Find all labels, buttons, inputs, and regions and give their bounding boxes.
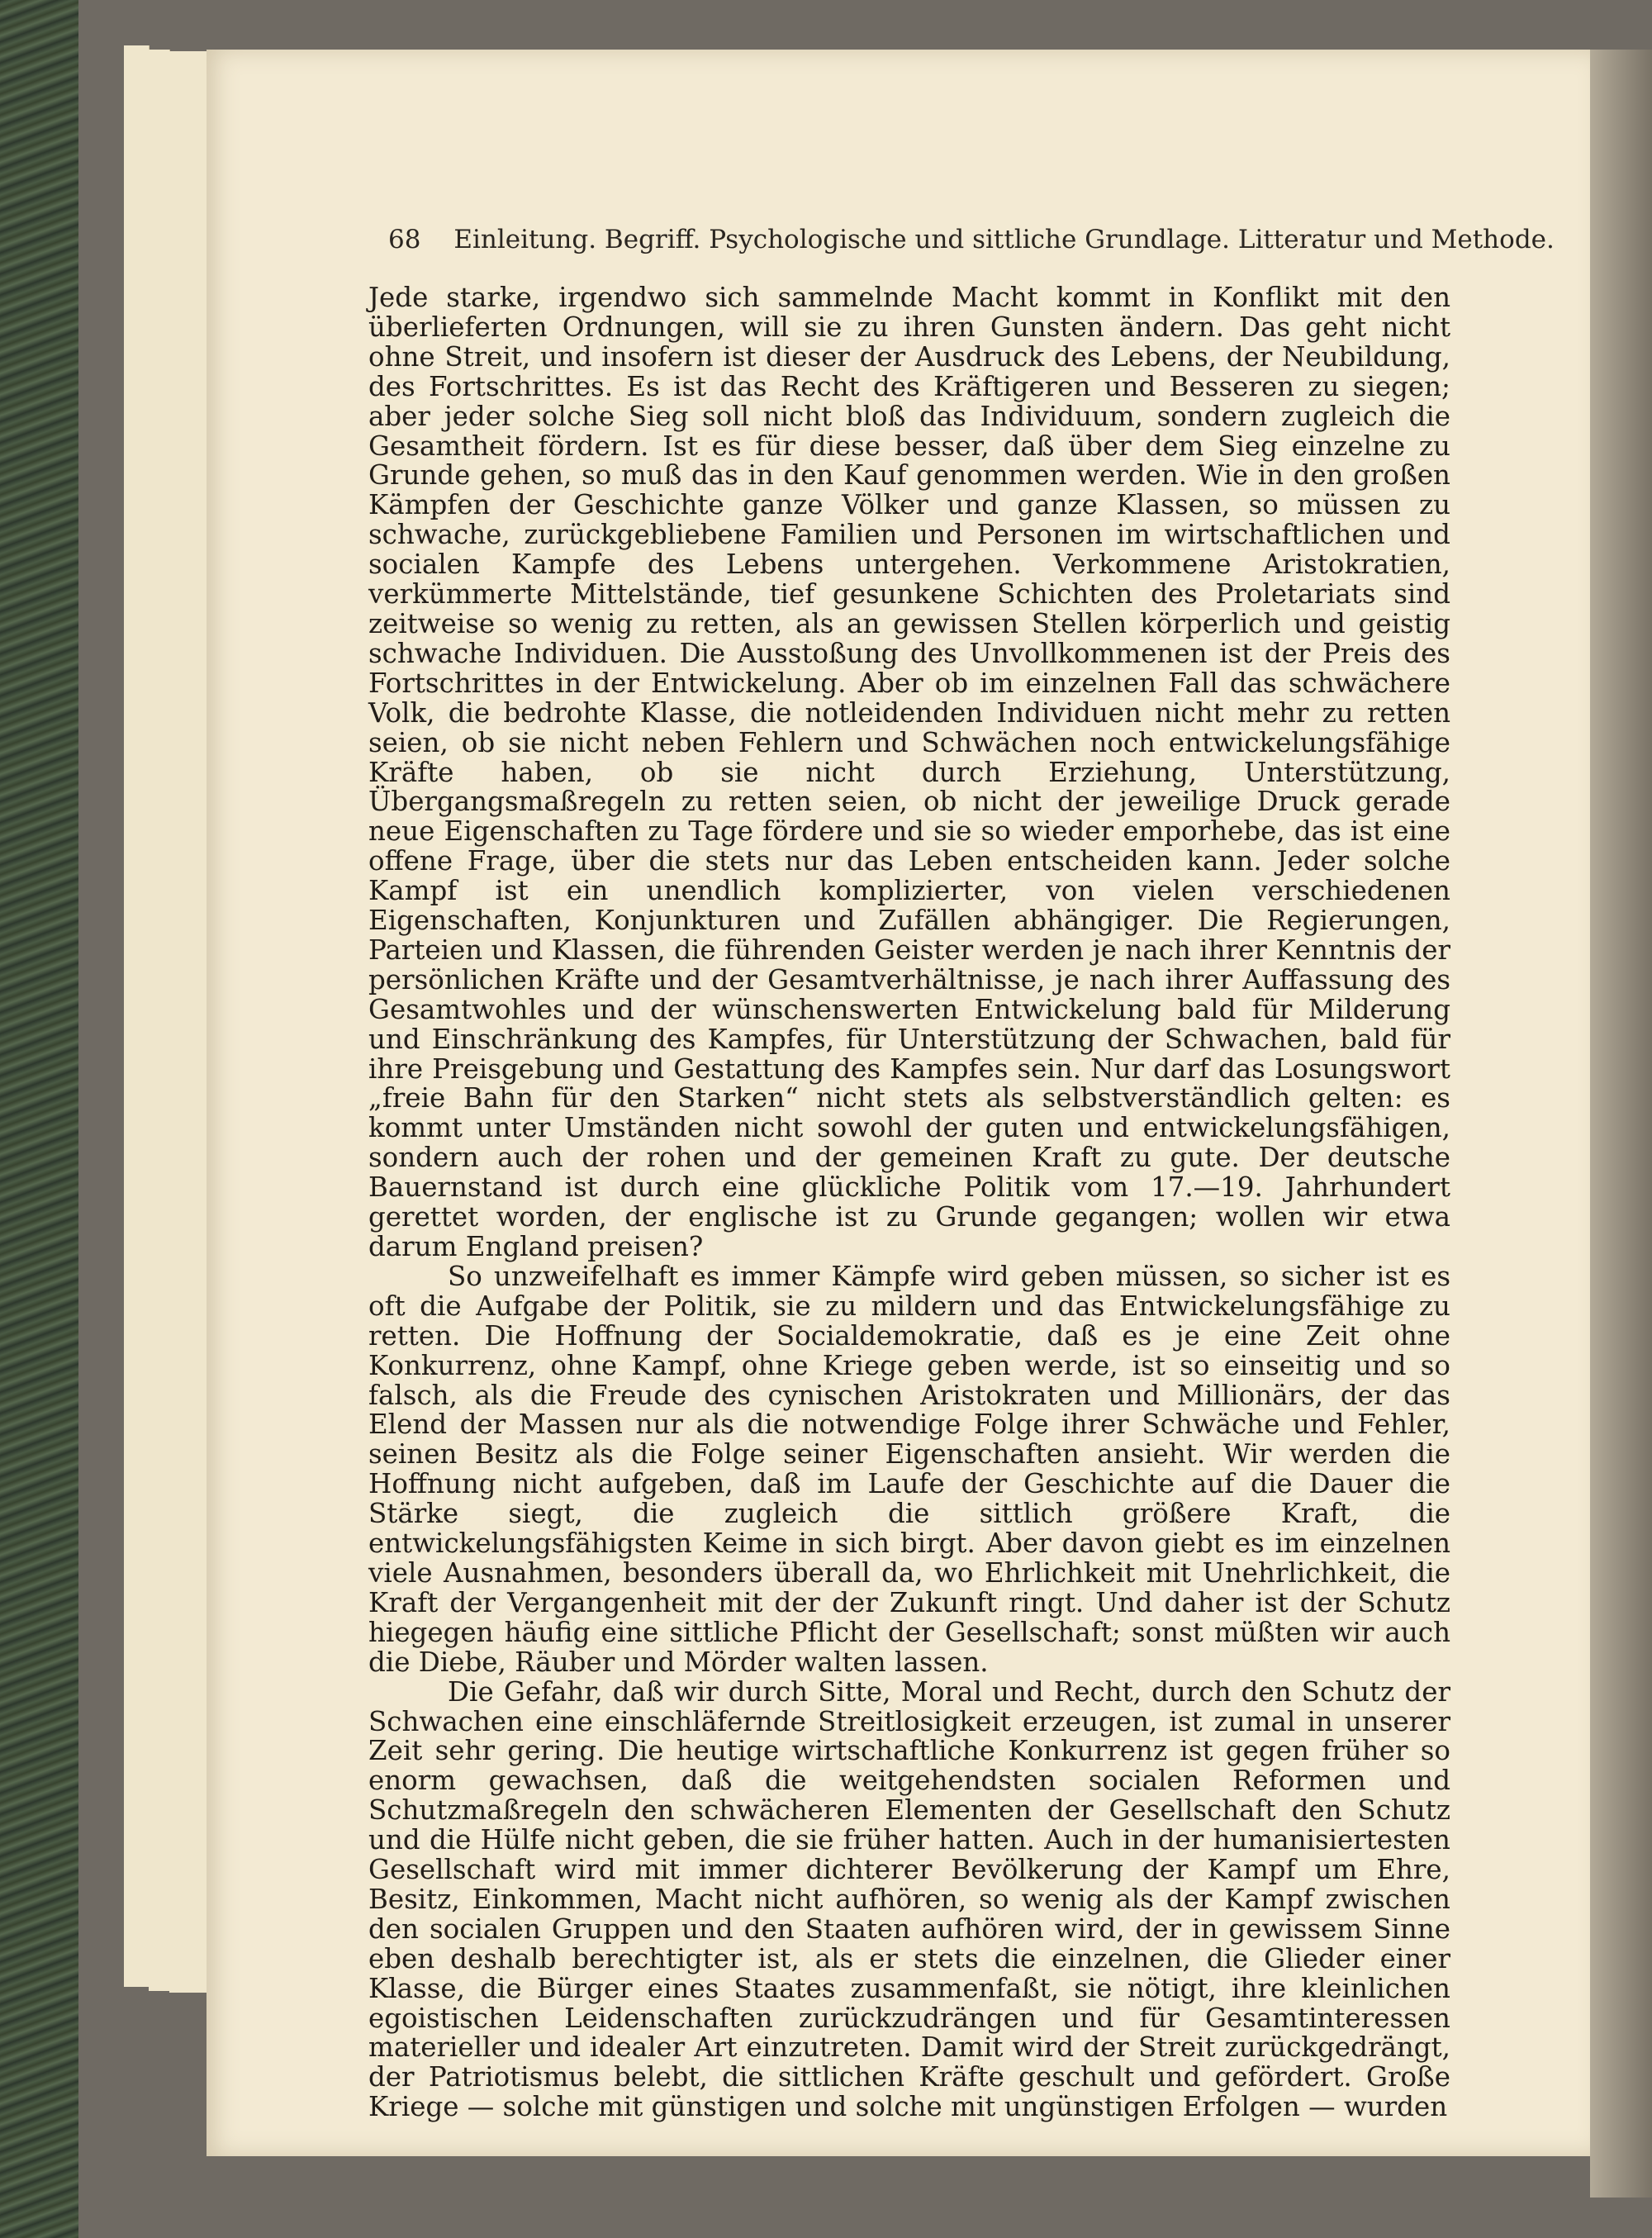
page-edge [169, 51, 207, 1993]
paragraph: So unzweifelhaft es immer Kämpfe wird geben müssen, so sicher ist es oft die Aufgabe der Politik, sie zu mildern und das Entwickelungsfähige zu retten. Die Hoffnung der Socialdemokratie, daß es je eine Zeit ohne Konkurrenz, ohne Kampf, ohne Kriege geben werde, ist so einseitig und so falsch, als die Freude des cynischen Aristokraten und Millionärs, der das Elend der Massen nur als die notwendige Folge ihrer Schwäche und Fehler, seinen Besitz als die Folge seiner Eigenschaften ansieht. Wir werden die Hoffnung nicht aufgeben, daß im Laufe der Geschichte auf die Dauer die Stärke siegt, die zugleich die sittlich größere Kraft, die entwickelungsfähigsten Keime in sich birgt. Aber davon giebt es im einzelnen viele Ausnahmen, besonders überall da, wo Ehrlichkeit mit Unehrlichkeit, die Kraft der Vergangenheit mit der der Zukunft ringt. Und daher ist der Schutz hiegegen häufig eine sittliche Pflicht der Gesellschaft; sonst müßten wir auch die Diebe, Räuber und Mörder walten lassen. [368, 1260, 1450, 1678]
running-title: Einleitung. Begriff. Psychologische und sittliche Grundlage. Litteratur und Methode. [453, 225, 1555, 254]
body-text [368, 283, 1450, 2122]
paragraph: Die Gefahr, daß wir durch Sitte, Moral und Recht, durch den Schutz der Schwachen eine einschläfernde Streitlosigkeit erzeugen, ist zumal in unserer Zeit sehr gering. Die heutige wirtschaftliche Konkurrenz ist gegen früher so enorm gewachsen, daß die weitgehendsten socialen Reformen und Schutzmaßregeln den schwächeren Elementen der Gesellschaft den Schutz und die Hülfe nicht geben, die sie früher hatten. Auch in der humanisiertesten Gesellschaft wird mit immer dichterer Bevölkerung der Kampf um Ehre, Besitz, Einkommen, Macht nicht aufhören, so wenig als der Kampf zwischen den socialen Gruppen und den Staaten aufhören wird, der in gewissem Sinne eben deshalb berechtigter ist, als er stets die einzelnen, die Glieder einer Klasse, die Bürger eines Staates zusammenfaßt, sie nötigt, ihre kleinlichen egoistischen Leidenschaften zurückzudrängen und für Gesamtinteressen materieller und idealer Art einzutreten. Damit wird der Streit zurückgedrängt, der Patriotismus belebt, die sittlichen Kräfte geschult und gefördert. Große Kriege — solche mit günstigen und solche mit ungünstigen Erfolgen — wurden [368, 1675, 1450, 2123]
running-header [388, 225, 1555, 254]
page-number: 68 [388, 225, 421, 254]
paragraph: Jede starke, irgendwo sich sammelnde Macht kommt in Konflikt mit den überlieferten Ordnungen, will sie zu ihren Gunsten ändern. Das geht nicht ohne Streit, und insofern ist dieser der Ausdruck des Lebens, der Neubildung, des Fortschrittes. Es ist das Recht des Kräftigeren und Besseren zu siegen; aber jeder solche Sieg soll nicht bloß das Individuum, sondern zugleich die Gesamtheit fördern. Ist es für diese besser, daß über dem Sieg einzelne zu Grunde gehen, so muß das in den Kauf genommen werden. Wie in den großen Kämpfen der Geschichte ganze Völker und ganze Klassen, so müssen zu schwache, zurückgebliebene Familien und Personen im wirtschaftlichen und socialen Kampfe des Lebens untergehen. Verkommene Aristokratien, verkümmerte Mittelstände, tief gesunkene Schichten des Proletariats sind zeitweise so wenig zu retten, als an gewissen Stellen körperlich und geistig schwache Individuen. Die Ausstoßung des Unvollkommenen ist der Preis des Fortschrittes in der Entwickelung. Aber ob im einzelnen Fall das schwächere Volk, die bedrohte Klasse, die notleidenden Individuen nicht mehr zu retten seien, ob sie nicht neben Fehlern und Schwächen noch entwickelungsfähige Kräfte haben, ob sie nicht durch Erziehung, Unterstützung, Übergangsmaßregeln zu retten seien, ob nicht der jeweilige Druck gerade neue Eigenschaften zu Tage fördere und sie so wieder emporhebe, das ist eine offene Frage, über die stets nur das Leben entscheiden kann. Jeder solche Kampf ist ein unendlich komplizierter, von vielen verschiedenen Eigenschaften, Konjunkturen und Zufällen abhängiger. Die Regierungen, Parteien und Klassen, die führenden Geister werden je nach ihrer Kenntnis der persönlichen Kräfte und der Gesamtverhältnisse, je nach ihrer Auffassung des Gesamtwohles und der wünschenswerten Entwickelung bald für Milderung und Einschränkung des Kampfes, für Unterstützung der Schwachen, bald für ihre Preisgebung und Gestattung des Kampfes sein. Nur darf das Losungswort „freie Bahn für den Starken“ nicht stets als selbstverständlich gelten: es kommt unter Umständen nicht sowohl der guten und entwickelungsfähigen, sondern auch der rohen und der gemeinen Kraft zu gute. Der deutsche Bauernstand ist durch eine glückliche Politik vom 17.—19. Jahrhundert gerettet worden, der englische ist zu Grunde gegangen; wollen wir etwa darum England preisen? [368, 282, 1450, 1262]
page-edge [149, 50, 170, 1991]
page-edge [124, 45, 150, 1987]
book-binding [0, 0, 78, 2238]
page-shadow [1590, 50, 1652, 2198]
